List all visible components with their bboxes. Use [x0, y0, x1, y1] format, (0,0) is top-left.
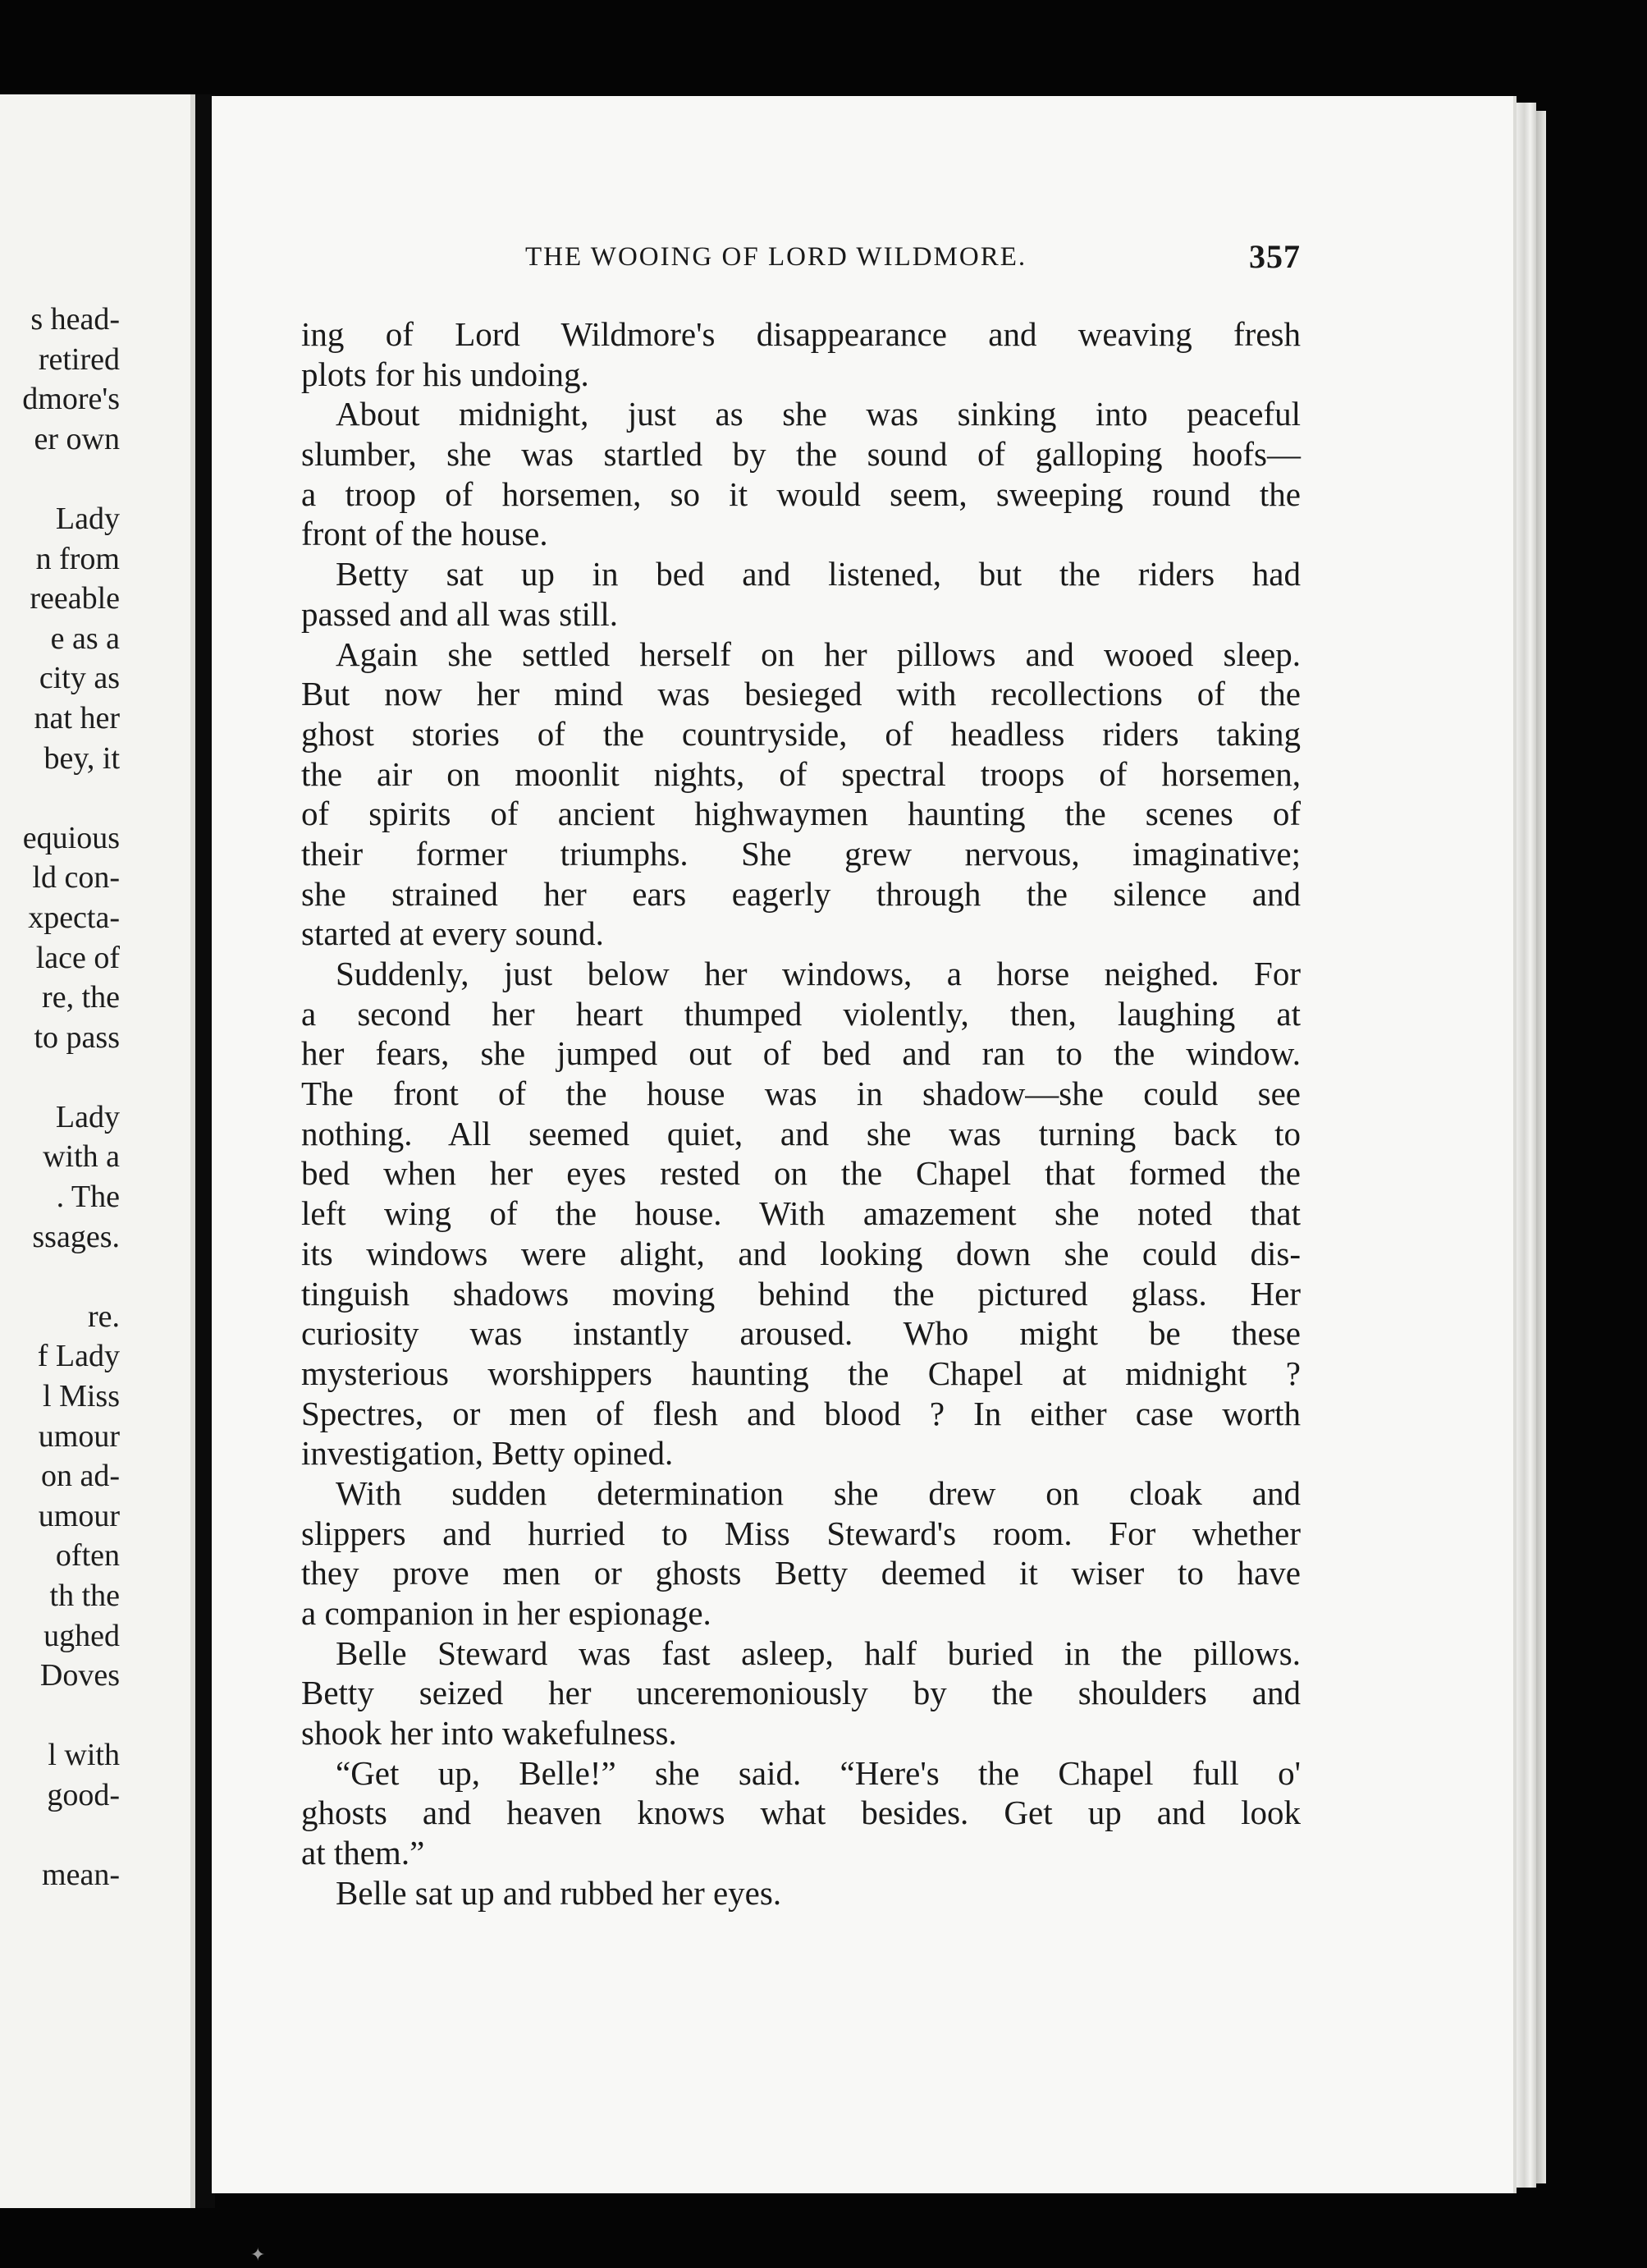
previous-page-line: e as a	[50, 621, 120, 656]
previous-page-line: . The	[56, 1180, 120, 1215]
previous-page-line: re, the	[42, 980, 120, 1015]
text-line: a companion in her espionage.	[301, 1594, 711, 1632]
previous-page-line	[0, 1257, 120, 1297]
previous-page-line	[0, 1057, 120, 1097]
previous-page-line: l with	[48, 1738, 120, 1773]
text-line: Belle Steward was fast asleep, half buried in the pillows.	[336, 1633, 1301, 1672]
previous-page-line: th the	[49, 1578, 120, 1613]
text-line: Betty sat up in bed and listened, but the riders had	[336, 555, 1301, 593]
previous-page-line: often	[55, 1538, 120, 1574]
previous-page-line: n from	[35, 541, 120, 576]
page-edge-shadow	[1536, 111, 1546, 2183]
previous-page-text	[0, 300, 120, 1895]
text-line: its windows were alight, and looking down she could dis-	[301, 1234, 1301, 1272]
previous-page-line: Lady	[55, 501, 120, 536]
previous-page-line: er own	[34, 421, 120, 456]
text-line: “Get up, Belle!” she said. “Here's the Chapel full o'	[336, 1753, 1301, 1792]
text-line: plots for his undoing.	[301, 355, 589, 393]
text-line: nothing. All seemed quiet, and she was turning back to	[301, 1114, 1301, 1152]
previous-page-line: xpecta-	[28, 900, 120, 935]
previous-page-line: ssages.	[32, 1219, 120, 1254]
text-line: left wing of the house. With amazement she noted that	[301, 1194, 1301, 1233]
text-line: slippers and hurried to Miss Steward's room. For whether	[301, 1514, 1301, 1552]
previous-page-line: lace of	[35, 940, 120, 975]
previous-page-line: l Miss	[43, 1379, 120, 1414]
text-line: curiosity was instantly aroused. Who might be these	[301, 1314, 1301, 1353]
previous-page-line: dmore's	[22, 382, 120, 417]
running-head	[304, 238, 1301, 283]
previous-page-line: Doves	[39, 1658, 120, 1693]
previous-page-line	[0, 1816, 120, 1856]
text-line: ing of Lord Wildmore's disappearance and weaving fresh	[301, 315, 1301, 353]
previous-page-line	[0, 1696, 120, 1736]
text-line: tinguish shadows moving behind the pictured glass. Her	[301, 1274, 1301, 1313]
text-line: About midnight, just as she was sinking into peaceful	[336, 395, 1301, 433]
previous-page-line: bey, it	[43, 740, 120, 776]
page-number: 357	[1249, 238, 1301, 275]
previous-page-line: umour	[38, 1418, 120, 1454]
text-line: ghost stories of the countryside, of headless riders taking	[301, 714, 1301, 753]
previous-page-line: f Lady	[37, 1339, 120, 1374]
previous-page-line: s head-	[30, 302, 120, 337]
text-line: The front of the house was in shadow—she could see	[301, 1074, 1301, 1113]
previous-page-line: retired	[38, 341, 120, 377]
text-line: But now her mind was besieged with recollections of the	[301, 675, 1301, 713]
text-line: a troop of horsemen, so it would seem, sweeping round the	[301, 474, 1301, 513]
previous-page-line: to pass	[34, 1019, 120, 1055]
previous-page-line: mean-	[42, 1858, 120, 1893]
text-line: the air on moonlit nights, of spectral troops of horsemen,	[301, 754, 1301, 793]
previous-page-line: good-	[47, 1777, 120, 1812]
previous-page-line: with a	[43, 1139, 120, 1175]
text-line: bed when her eyes rested on the Chapel that formed the	[301, 1154, 1301, 1193]
previous-page-line: equious	[22, 820, 120, 855]
previous-page-fragment	[0, 94, 195, 2208]
page-edge	[1517, 103, 1536, 2188]
text-line: With sudden determination she drew on cloak and	[336, 1473, 1301, 1512]
running-title: THE WOOING OF LORD WILDMORE.	[525, 242, 1027, 272]
text-line: Betty seized her unceremoniously by the shoulders and	[301, 1674, 1301, 1712]
text-line: at them.”	[301, 1834, 425, 1872]
previous-page-line: umour	[38, 1498, 120, 1533]
text-line: front of the house.	[301, 515, 548, 553]
previous-page-line: re.	[87, 1299, 120, 1334]
text-line: Again she settled herself on her pillows and wooed sleep.	[336, 635, 1301, 673]
page-body-text	[301, 314, 1301, 1913]
previous-page-line	[0, 778, 120, 818]
previous-page-line: reeable	[30, 581, 120, 616]
text-line: Belle sat up and rubbed her eyes.	[336, 1873, 782, 1912]
previous-page-line: on ad-	[40, 1459, 120, 1494]
previous-page-line: city as	[39, 661, 120, 696]
text-line: ghosts and heaven knows what besides. Get up and look	[301, 1794, 1301, 1832]
previous-page-line: nat her	[34, 700, 120, 735]
previous-page-line: ughed	[43, 1618, 120, 1653]
text-line: investigation, Betty opined.	[301, 1434, 674, 1473]
text-line: a second her heart thumped violently, then, laughing at	[301, 994, 1301, 1033]
text-line: their former triumphs. She grew nervous, imaginative;	[301, 834, 1301, 873]
text-line: started at every sound.	[301, 914, 604, 953]
text-line: passed and all was still.	[301, 594, 619, 633]
previous-page-line: ld con-	[32, 860, 120, 896]
text-line: Suddenly, just below her windows, a horse neighed. For	[336, 955, 1301, 992]
text-line: of spirits of ancient highwaymen haunting the scenes of	[301, 795, 1301, 833]
text-line: slumber, she was startled by the sound of galloping hoofs—	[301, 435, 1301, 474]
text-line: Spectres, or men of flesh and blood ? In either case worth	[301, 1394, 1301, 1432]
text-line: she strained her ears eagerly through the silence and	[301, 874, 1301, 913]
text-line: shook her into wakefulness.	[301, 1714, 677, 1753]
scan-speck: ✦	[250, 2245, 266, 2266]
text-line: they prove men or ghosts Betty deemed it wiser to have	[301, 1554, 1301, 1592]
previous-page-line: Lady	[55, 1099, 120, 1134]
previous-page-line	[0, 459, 120, 499]
text-line: mysterious worshippers haunting the Chapel at midnight ?	[301, 1354, 1301, 1392]
text-line: her fears, she jumped out of bed and ran to the window.	[301, 1034, 1301, 1073]
